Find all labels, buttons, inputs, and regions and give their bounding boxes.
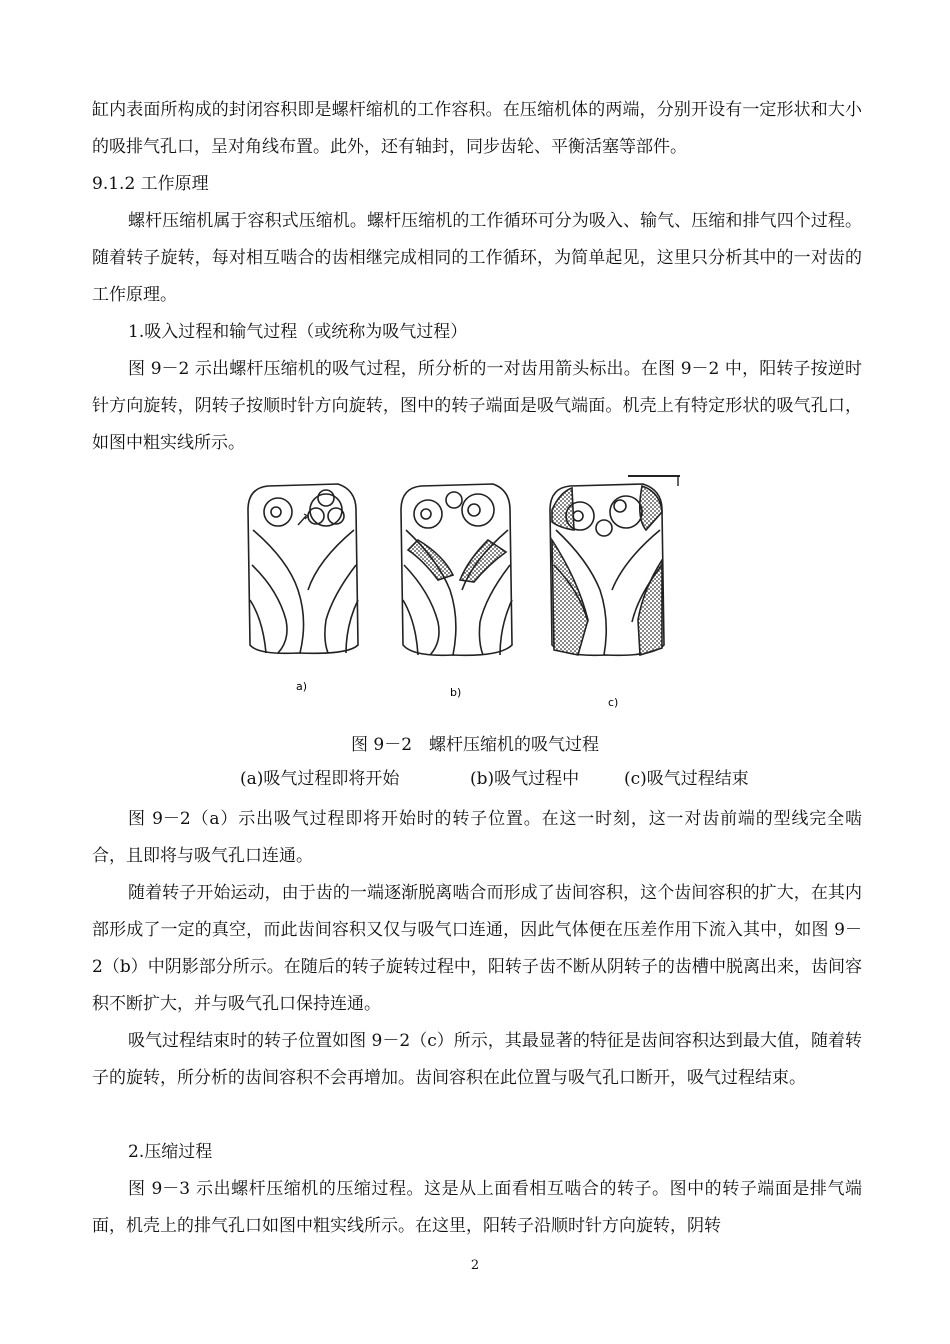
paragraph-5: 随着转子开始运动，由于齿的一端逐渐脱离啮合而形成了齿间容积，这个齿间容积的扩大，在其内部形成了一定的真空，而此齿间容积又仅与吸气口连通，因此气体便在压差作用下流入其中，如图 9－2（b）中阴影部分所示。在随后的转子旋转过程中，阳转子齿不断从阴转子的齿槽中脱离出来，齿间容积不断扩大，并与吸气孔口保持连通。 [92,883,862,1014]
subcaption-c: (c)吸气过程结束 [624,769,749,789]
figure-label-a: a) [296,680,308,693]
subcaption-b: (b)吸气过程中 [470,769,580,789]
paragraph-4: 图 9－2（a）示出吸气过程即将开始时的转子位置。在这一时刻，这一对齿前端的型线完全啮合，且即将与吸气孔口连通。 [92,809,862,866]
subcaption-a: (a)吸气过程即将开始 [240,769,400,789]
page-number: 2 [470,1258,480,1273]
paragraph-6: 吸气过程结束时的转子位置如图 9－2（c）所示，其最显著的特征是齿间容积达到最大值，随着转子的旋转，所分析的齿间容积不会再增加。齿间容积在此位置与吸气孔口断开，吸气过程结束。 [92,1031,862,1088]
rotor-sketch-b [401,484,512,655]
figure-label-b: b) [450,686,462,699]
section-heading-9-1-2: 9.1.2 工作原理 [92,174,209,194]
paragraph-3: 图 9－2 示出螺杆压缩机的吸气过程，所分析的一对齿用箭头标出。在图 9－2 中，阳转子按逆时针方向旋转，阴转子按顺时针方向旋转，图中的转子端面是吸气端面。机壳上有特定形状的吸气孔口，如图中粗实线所示。 [92,359,862,453]
rotor-sketch-a [248,484,358,653]
rotor-suction-figure [238,470,688,715]
subheading-compression: 2.压缩过程 [128,1142,213,1162]
paragraph-2: 螺杆压缩机属于容积式压缩机。螺杆压缩机的工作循环可分为吸入、输气、压缩和排气四个过程。随着转子旋转，每对相互啮合的齿相继完成相同的工作循环，为简单起见，这里只分析其中的一对齿的工作原理。 [92,211,862,305]
rotor-sketch-c [550,476,680,655]
subheading-suction: 1.吸入过程和输气过程（或统称为吸气过程） [128,322,468,342]
figure-label-c: c) [608,696,619,709]
paragraph-7: 图 9－3 示出螺杆压缩机的压缩过程。这是从上面看相互啮合的转子。图中的转子端面是排气端面，机壳上的排气孔口如图中粗实线所示。在这里，阳转子沿顺时针方向旋转，阴转 [92,1179,862,1236]
figure-caption: 图 9－2 螺杆压缩机的吸气过程 [350,735,600,755]
paragraph-1: 缸内表面所构成的封闭容积即是螺杆缩机的工作容积。在压缩机体的两端，分别开设有一定形状和大小的吸排气孔口，呈对角线布置。此外，还有轴封，同步齿轮、平衡活塞等部件。 [92,100,862,157]
